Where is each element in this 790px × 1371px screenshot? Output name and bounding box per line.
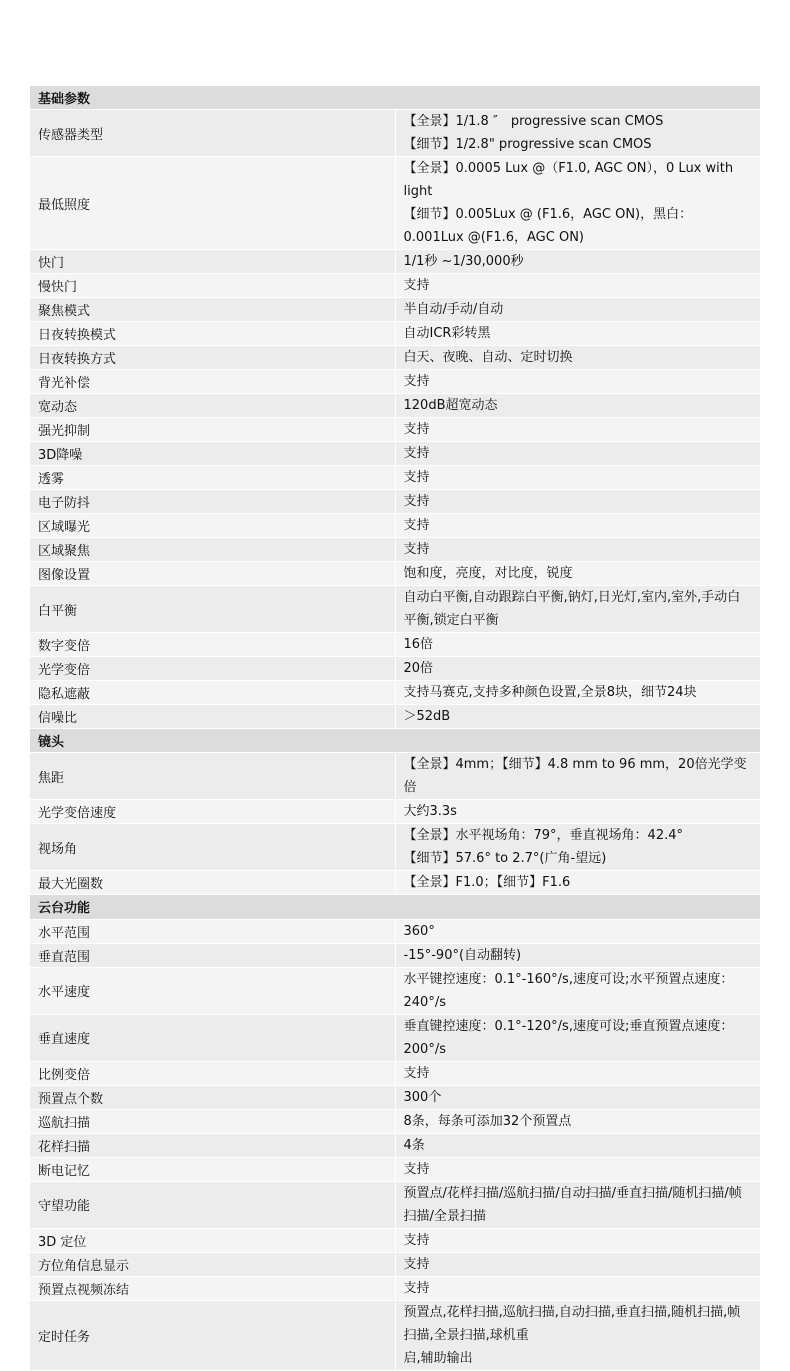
spec-label: 方位角信息显示: [30, 1252, 395, 1276]
spec-value-line: 自动白平衡,自动跟踪白平衡,钠灯,日光灯,室内,室外,手动白平衡,锁定白平衡: [403, 590, 741, 629]
table-row: [30, 466, 760, 490]
table-row: [30, 442, 760, 466]
spec-label: 图像设置: [30, 562, 395, 586]
spec-value-line: 【全景】F1.0；【细节】F1.6: [403, 875, 571, 891]
table-row: [30, 490, 760, 514]
spec-value: [395, 800, 760, 824]
table-row: [30, 1300, 760, 1370]
spec-value: [395, 562, 760, 586]
spec-label: 焦距: [30, 753, 395, 800]
spec-label: 水平范围: [30, 919, 395, 943]
table-row: [30, 871, 760, 895]
table-row: [30, 346, 760, 370]
spec-value: [395, 490, 760, 514]
table-row: [30, 943, 760, 967]
spec-value-line: ＞52dB: [403, 709, 451, 725]
spec-value: [395, 1133, 760, 1157]
table-row: [30, 753, 760, 800]
table-row: [30, 250, 760, 274]
spec-label: 慢快门: [30, 274, 395, 298]
spec-label: 垂直速度: [30, 1014, 395, 1061]
spec-value: [395, 586, 760, 633]
spec-value-line: 大约3.3s: [403, 804, 457, 820]
spec-value: [395, 753, 760, 800]
spec-value: [395, 1228, 760, 1252]
table-row: [30, 322, 760, 346]
spec-value-line: 1/1秒 ~1/30,000秒: [403, 254, 524, 270]
spec-label: 日夜转换模式: [30, 322, 395, 346]
spec-label: 最大光圈数: [30, 871, 395, 895]
spec-value: [395, 466, 760, 490]
table-row: [30, 1228, 760, 1252]
spec-label: 强光抑制: [30, 418, 395, 442]
spec-label: 日夜转换方式: [30, 346, 395, 370]
spec-value-line: 支持: [403, 1232, 430, 1248]
spec-value: [395, 1157, 760, 1181]
table-row: [30, 705, 760, 729]
spec-value-line: 自动ICR彩转黑: [403, 326, 491, 342]
spec-value-line: 360°: [403, 923, 435, 939]
spec-label: 白平衡: [30, 586, 395, 633]
section-header: [30, 895, 760, 919]
spec-value: [395, 1276, 760, 1300]
spec-label: 聚焦模式: [30, 298, 395, 322]
table-row: [30, 418, 760, 442]
spec-value-line: 【全景】1/1.8 ″ progressive scan CMOS: [403, 114, 664, 130]
spec-value: [395, 346, 760, 370]
spec-value: [395, 274, 760, 298]
spec-value: [395, 442, 760, 466]
spec-label: 背光补偿: [30, 370, 395, 394]
spec-value-line: 水平键控速度：0.1°-160°/s,速度可设;水平预置点速度：240°/s: [403, 971, 734, 1010]
table-row: [30, 298, 760, 322]
spec-value-line: 垂直键控速度：0.1°-120°/s,速度可设;垂直预置点速度：200°/s: [403, 1018, 734, 1057]
table-row: [30, 681, 760, 705]
table-row: [30, 514, 760, 538]
table-row: [30, 370, 760, 394]
spec-label: 最低照度: [30, 157, 395, 250]
spec-value: [395, 322, 760, 346]
spec-value-line: 【细节】57.6° to 2.7°(广角-望远): [403, 851, 607, 867]
spec-value: [395, 1085, 760, 1109]
spec-value-line: 支持马赛克,支持多种颜色设置,全景8块，细节24块: [403, 685, 697, 701]
spec-value: [395, 967, 760, 1014]
spec-value-line: -15°-90°(自动翻转): [403, 947, 522, 963]
spec-label: 预置点视频冻结: [30, 1276, 395, 1300]
spec-label: 电子防抖: [30, 490, 395, 514]
section-title: 基础参数: [30, 86, 760, 110]
spec-value: [395, 250, 760, 274]
spec-value-line: 【全景】0.0005 Lux @（F1.0, AGC ON），0 Lux with light: [403, 161, 734, 200]
spec-label: 区域曝光: [30, 514, 395, 538]
spec-label: 花样扫描: [30, 1133, 395, 1157]
table-row: [30, 800, 760, 824]
spec-table: [30, 86, 760, 1371]
spec-value-line: 饱和度，亮度，对比度，锐度: [403, 566, 573, 582]
spec-value: [395, 418, 760, 442]
table-row: [30, 1276, 760, 1300]
spec-value-line: 【全景】4mm；【细节】4.8 mm to 96 mm，20倍光学变倍: [403, 757, 747, 796]
spec-label: 3D 定位: [30, 1228, 395, 1252]
table-row: [30, 1109, 760, 1133]
spec-value-line: 白天、夜晚、自动、定时切换: [403, 350, 573, 366]
spec-label: 水平速度: [30, 967, 395, 1014]
table-row: [30, 157, 760, 250]
table-row: [30, 274, 760, 298]
table-row: [30, 824, 760, 871]
spec-value-line: 支持: [403, 494, 430, 510]
spec-value: [395, 298, 760, 322]
table-row: [30, 586, 760, 633]
spec-label: 区域聚焦: [30, 538, 395, 562]
spec-value: [395, 157, 760, 250]
spec-value-line: 支持: [403, 1065, 430, 1081]
table-row: [30, 1085, 760, 1109]
table-row: [30, 110, 760, 157]
spec-label: 比例变倍: [30, 1061, 395, 1085]
spec-value-line: 支持: [403, 422, 430, 438]
section-header: [30, 86, 760, 110]
spec-value-line: 4条: [403, 1137, 425, 1153]
spec-value: [395, 1181, 760, 1228]
table-row: [30, 562, 760, 586]
spec-value-line: 支持: [403, 374, 430, 390]
spec-value: [395, 538, 760, 562]
spec-value: [395, 394, 760, 418]
spec-label: 巡航扫描: [30, 1109, 395, 1133]
spec-value-line: 300个: [403, 1089, 442, 1105]
spec-value-line: 预置点/花样扫描/巡航扫描/自动扫描/垂直扫描/随机扫描/帧扫描/全景扫描: [403, 1185, 742, 1224]
spec-value-line: 支持: [403, 542, 430, 558]
spec-value: [395, 370, 760, 394]
spec-value-line: 16倍: [403, 637, 434, 653]
spec-value: [395, 1109, 760, 1133]
table-row: [30, 633, 760, 657]
table-row: [30, 1157, 760, 1181]
table-row: [30, 1133, 760, 1157]
spec-value-line: 预置点,花样扫描,巡航扫描,自动扫描,垂直扫描,随机扫描,帧扫描,全景扫描,球机重: [403, 1304, 741, 1343]
spec-value-line: 【全景】水平视场角：79°，垂直视场角：42.4°: [403, 828, 683, 844]
section-title: 云台功能: [30, 895, 760, 919]
spec-value-line: 支持: [403, 518, 430, 534]
spec-label: 快门: [30, 250, 395, 274]
spec-label: 传感器类型: [30, 110, 395, 157]
spec-value: [395, 943, 760, 967]
table-row: [30, 1014, 760, 1061]
table-row: [30, 657, 760, 681]
spec-value: [395, 681, 760, 705]
spec-value: [395, 657, 760, 681]
spec-value: [395, 824, 760, 871]
spec-label: 光学变倍速度: [30, 800, 395, 824]
spec-label: 3D降噪: [30, 442, 395, 466]
table-row: [30, 394, 760, 418]
spec-value: [395, 110, 760, 157]
spec-label: 守望功能: [30, 1181, 395, 1228]
spec-label: 透雾: [30, 466, 395, 490]
spec-value-line: 120dB超宽动态: [403, 398, 498, 414]
spec-value-line: 【细节】1/2.8" progressive scan CMOS: [403, 137, 652, 153]
spec-value: [395, 633, 760, 657]
spec-value: [395, 1014, 760, 1061]
spec-value-line: 半自动/手动/自动: [403, 302, 504, 318]
spec-value: [395, 1300, 760, 1370]
spec-label: 数字变倍: [30, 633, 395, 657]
spec-value-line: 支持: [403, 446, 430, 462]
spec-value-line: 支持: [403, 1161, 430, 1177]
spec-value-line: 支持: [403, 1280, 430, 1296]
table-row: [30, 1252, 760, 1276]
spec-label: 定时任务: [30, 1300, 395, 1370]
spec-value: [395, 1252, 760, 1276]
spec-label: 信噪比: [30, 705, 395, 729]
spec-label: 预置点个数: [30, 1085, 395, 1109]
spec-value-line: 启,辅助输出: [403, 1350, 473, 1366]
spec-value: [395, 871, 760, 895]
spec-value-line: 支持: [403, 278, 430, 294]
spec-table-body: [30, 86, 760, 1370]
spec-value-line: 【细节】0.005Lux @ (F1.6，AGC ON)，黑白：0.001Lux @(F1.6，AGC ON): [403, 207, 693, 246]
section-header: [30, 729, 760, 753]
spec-value-line: 支持: [403, 1256, 430, 1272]
table-row: [30, 967, 760, 1014]
spec-value-line: 8条，每条可添加32个预置点: [403, 1113, 572, 1129]
table-row: [30, 1181, 760, 1228]
section-title: 镜头: [30, 729, 760, 753]
spec-value: [395, 1061, 760, 1085]
spec-value: [395, 705, 760, 729]
spec-label: 视场角: [30, 824, 395, 871]
spec-label: 光学变倍: [30, 657, 395, 681]
spec-value-line: 20倍: [403, 661, 434, 677]
spec-value-line: 支持: [403, 470, 430, 486]
spec-label: 断电记忆: [30, 1157, 395, 1181]
table-row: [30, 538, 760, 562]
table-row: [30, 1061, 760, 1085]
table-row: [30, 919, 760, 943]
spec-label: 垂直范围: [30, 943, 395, 967]
spec-label: 隐私遮蔽: [30, 681, 395, 705]
spec-value: [395, 919, 760, 943]
spec-label: 宽动态: [30, 394, 395, 418]
spec-value: [395, 514, 760, 538]
